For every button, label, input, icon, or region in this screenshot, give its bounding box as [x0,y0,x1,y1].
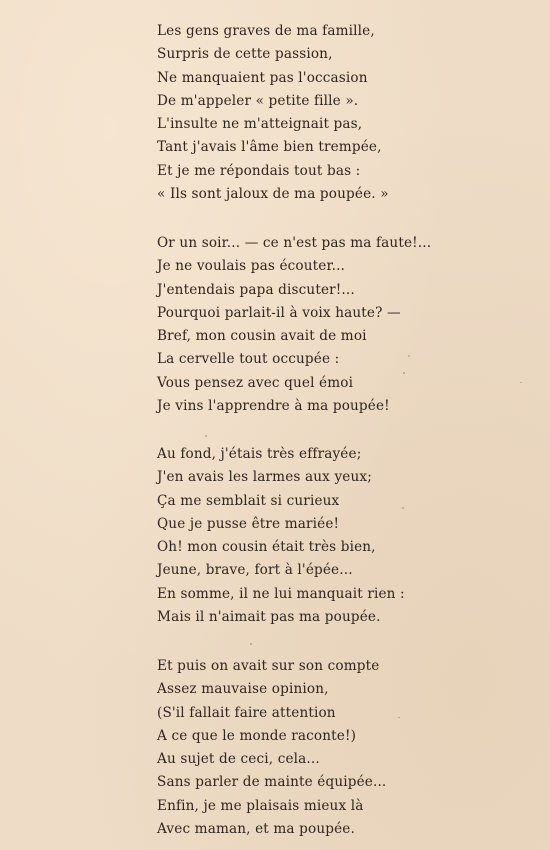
poem-line: Je vins l'apprendre à ma poupée! [157,398,390,415]
poem-line: Vous pensez avec quel émoi [157,374,354,391]
poem-line: Assez mauvaise opinion, [157,681,329,698]
poem-stanza-2 [157,232,457,418]
poem-line: La cervelle tout occupée : [157,351,340,368]
poem-stanza-1 [157,20,457,206]
poem-line: Jeune, brave, fort à l'épée... [157,562,353,579]
poem-line: Et je me répondais tout bas : [157,162,361,179]
poem-line: « Ils sont jaloux de ma poupée. » [157,186,389,203]
poem-line: Bref, mon cousin avait de moi [157,328,367,345]
paper-speck [403,372,405,374]
poem-line: Les gens graves de ma famille, [157,23,375,39]
poem-line: Enfin, je me plaisais mieux là [157,797,364,814]
poem-line: Sans parler de mainte équipée... [157,774,387,791]
paper-speck [398,717,400,718]
poem-line: Ne manquaient pas l'occasion [157,69,368,86]
poem-line: J'en avais les larmes aux yeux; [157,469,372,486]
poem-line: En somme, il ne lui manquait rien : [157,585,405,602]
poem-line: L'insulte ne m'atteignait pas, [157,116,363,133]
paper-speck [520,382,522,383]
poem-stanza-3 [157,443,457,629]
poem-line: Au sujet de ceci, cela... [157,751,320,768]
poem-line: De m'appeler « petite fille ». [157,92,359,109]
paper-speck [408,355,410,357]
poem-line: J'entendais papa discuter!... [157,281,355,298]
paper-speck [250,643,252,645]
poem-line: Mais il n'aimait pas ma poupée. [157,609,381,626]
poem-line: (S'il fallait faire attention [157,704,336,721]
poem-line: Au fond, j'étais très effrayée; [157,446,362,462]
paper-speck [205,435,207,437]
poem-line: Or un soir... — ce n'est pas ma faute!... [157,235,432,251]
poem-line: Et puis on avait sur son compte [157,658,380,674]
paper-speck [402,507,404,509]
poem-line: A ce que le monde raconte!) [157,727,357,744]
poem-line: Que je pusse être mariée! [157,515,340,532]
poem-line: Pourquoi parlait-il à voix haute? — [157,304,401,321]
poem-line: Tant j'avais l'âme bien trempée, [157,139,382,156]
poem-line: Surpris de cette passion, [157,46,333,63]
poem-line: Ça me semblait si curieux [157,492,340,509]
poem-line: Avec maman, et ma poupée. [157,821,355,838]
poem-line: Oh! mon cousin était très bien, [157,539,376,556]
poem-line: Je ne voulais pas écouter... [157,258,346,275]
poem-stanza-4 [157,655,457,841]
